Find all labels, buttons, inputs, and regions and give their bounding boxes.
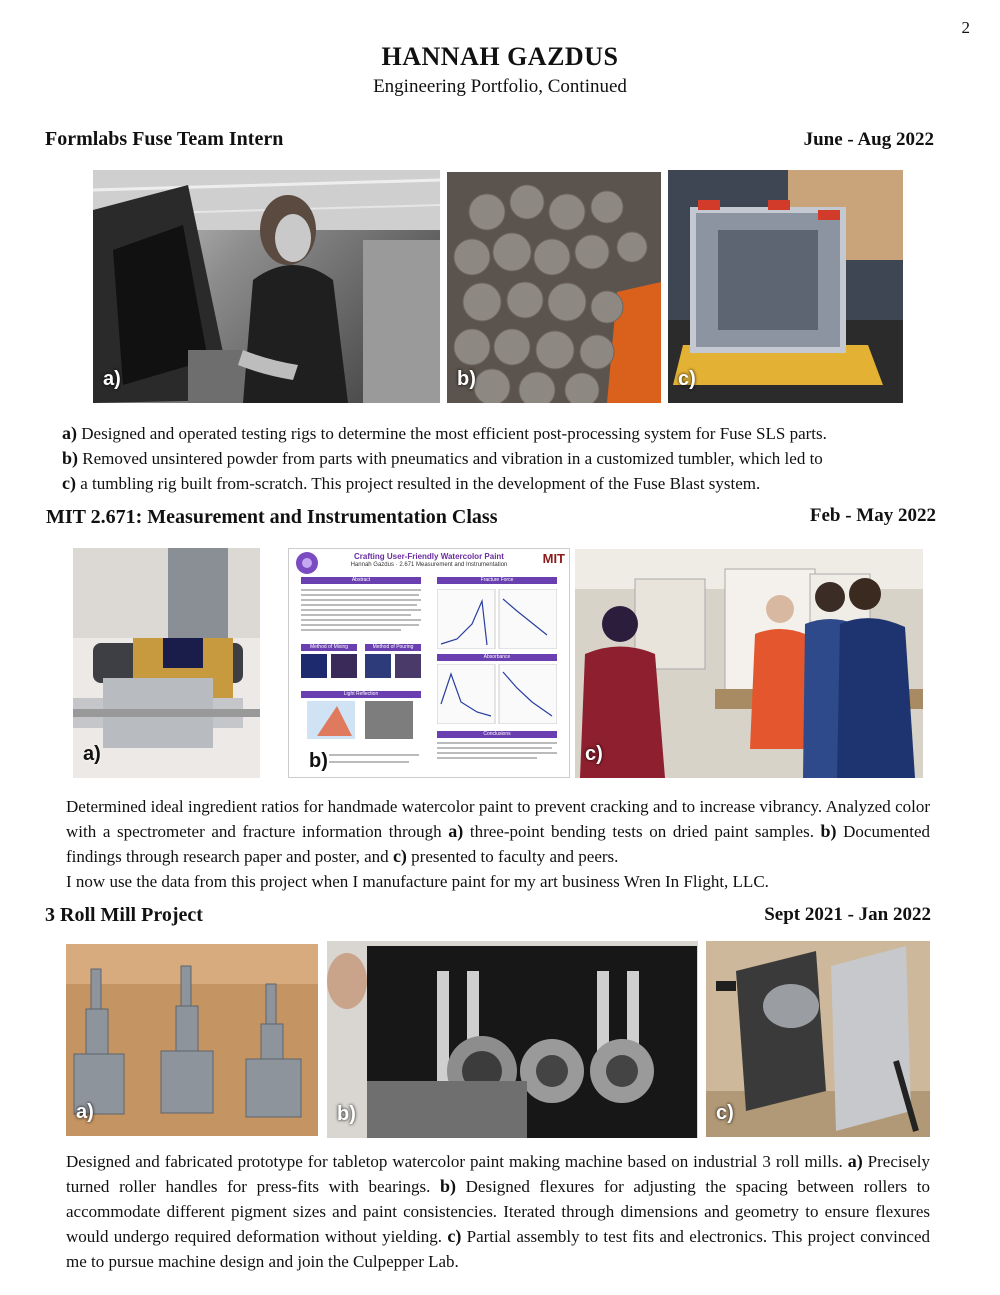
photo-label: a) xyxy=(76,1101,94,1123)
photo-label: a) xyxy=(103,368,121,390)
roll-mill-photo-b xyxy=(327,941,698,1138)
mit-logo: MIT xyxy=(542,551,565,566)
poster-light-images xyxy=(307,701,417,741)
photo-label: c) xyxy=(716,1102,734,1124)
formlabs-photo-a xyxy=(93,170,440,403)
page-number: 2 xyxy=(961,18,970,37)
photo-label: a) xyxy=(83,743,101,765)
mit-photo-b-poster: Crafting User-Friendly Watercolor Paint Hannah Gazdus · 2.671 Measurement and Instrumentation MIT Abstract Fracture Force Method of Mixing Method of Pouring Light Reflection Absorbance Conclusions b) xyxy=(288,548,570,778)
mit-description: Determined ideal ingredient ratios for handmade watercolor paint to prevent cracking and to increase vibrancy. Analyzed color with a spectrometer and fracture information through a) three-point bending tests on dried paint samples. b) Documented findings through research paper and poster, and c) presented to faculty and peers. I now use the data from this project when I manufacture paint for my art business Wren In Flight, LLC. xyxy=(66,794,930,894)
roll-mill-photo-c xyxy=(706,941,930,1137)
poster-fracture-chart xyxy=(437,589,557,649)
tumbling-rig-image xyxy=(668,170,903,403)
description-line: I now use the data from this project when I manufacture paint for my art business Wren In Flight, LLC. xyxy=(66,872,769,891)
section-date-formlabs: June - Aug 2022 xyxy=(803,129,934,150)
roll-mill-description: Designed and fabricated prototype for tabletop watercolor paint making machine based on industrial 3 roll mills. a) Precisely turned roller handles for press-fits with bearings. b) Designed flexures for adjusting the spacing between rollers to accommodate different pigment sizes and paint consistencies. Iterated through dimensions and geometry to ensure flexures would undergo required deformation without yielding. c) Partial assembly to test fits and electronics. This project convinced me to pursue machine design and join the Culpepper Lab. xyxy=(66,1151,930,1271)
formlabs-photo-c xyxy=(668,170,903,403)
portfolio-subtitle: Engineering Portfolio, Continued xyxy=(373,76,627,97)
section-date-mit: Feb - May 2022 xyxy=(809,505,936,526)
photo-label: b) xyxy=(337,1103,356,1125)
poster-title: Crafting User-Friendly Watercolor Paint xyxy=(354,552,504,561)
bending-test-image xyxy=(73,548,260,778)
formlabs-photo-b xyxy=(447,172,661,403)
section-title-formlabs: Formlabs Fuse Team Intern xyxy=(45,128,284,150)
poster-presentation-image xyxy=(575,549,923,778)
mit-photo-c xyxy=(575,549,923,778)
description-line: c) a tumbling rig built from-scratch. This project resulted in the development of the Fuse Blast system. xyxy=(62,473,761,493)
formlabs-description xyxy=(62,421,942,496)
section-title-roll-mill: 3 Roll Mill Project xyxy=(45,904,203,926)
description-line: b) Removed unsintered powder from parts with pneumatics and vibration in a customized tumbler, which led to xyxy=(62,448,823,468)
mit-photo-a xyxy=(73,548,260,778)
partial-assembly-image xyxy=(706,941,930,1137)
description-line: a) Designed and operated testing rigs to determine the most efficient post-processing system for Fuse SLS parts. xyxy=(62,423,827,443)
poster-paint-swatches xyxy=(301,654,421,682)
photo-label: b) xyxy=(309,750,328,772)
section-date-roll-mill: Sept 2021 - Jan 2022 xyxy=(764,904,931,925)
photo-label: c) xyxy=(585,743,603,765)
roll-mill-photo-a xyxy=(66,944,318,1136)
poster-absorbance-chart xyxy=(437,664,557,724)
portfolio-owner-name: HANNAH GAZDUS xyxy=(381,42,619,71)
section-title-mit: MIT 2.671: Measurement and Instrumentation Class xyxy=(46,506,498,528)
photo-label: b) xyxy=(457,368,476,390)
tumbled-parts-image xyxy=(447,172,661,403)
flexure-bearings-image xyxy=(327,941,698,1138)
photo-label: c) xyxy=(678,368,696,390)
person-operating-machine-image xyxy=(93,170,440,403)
roller-handles-image xyxy=(66,944,318,1136)
poster-author: Hannah Gazdus · 2.671 Measurement and Instrumentation xyxy=(350,562,508,568)
